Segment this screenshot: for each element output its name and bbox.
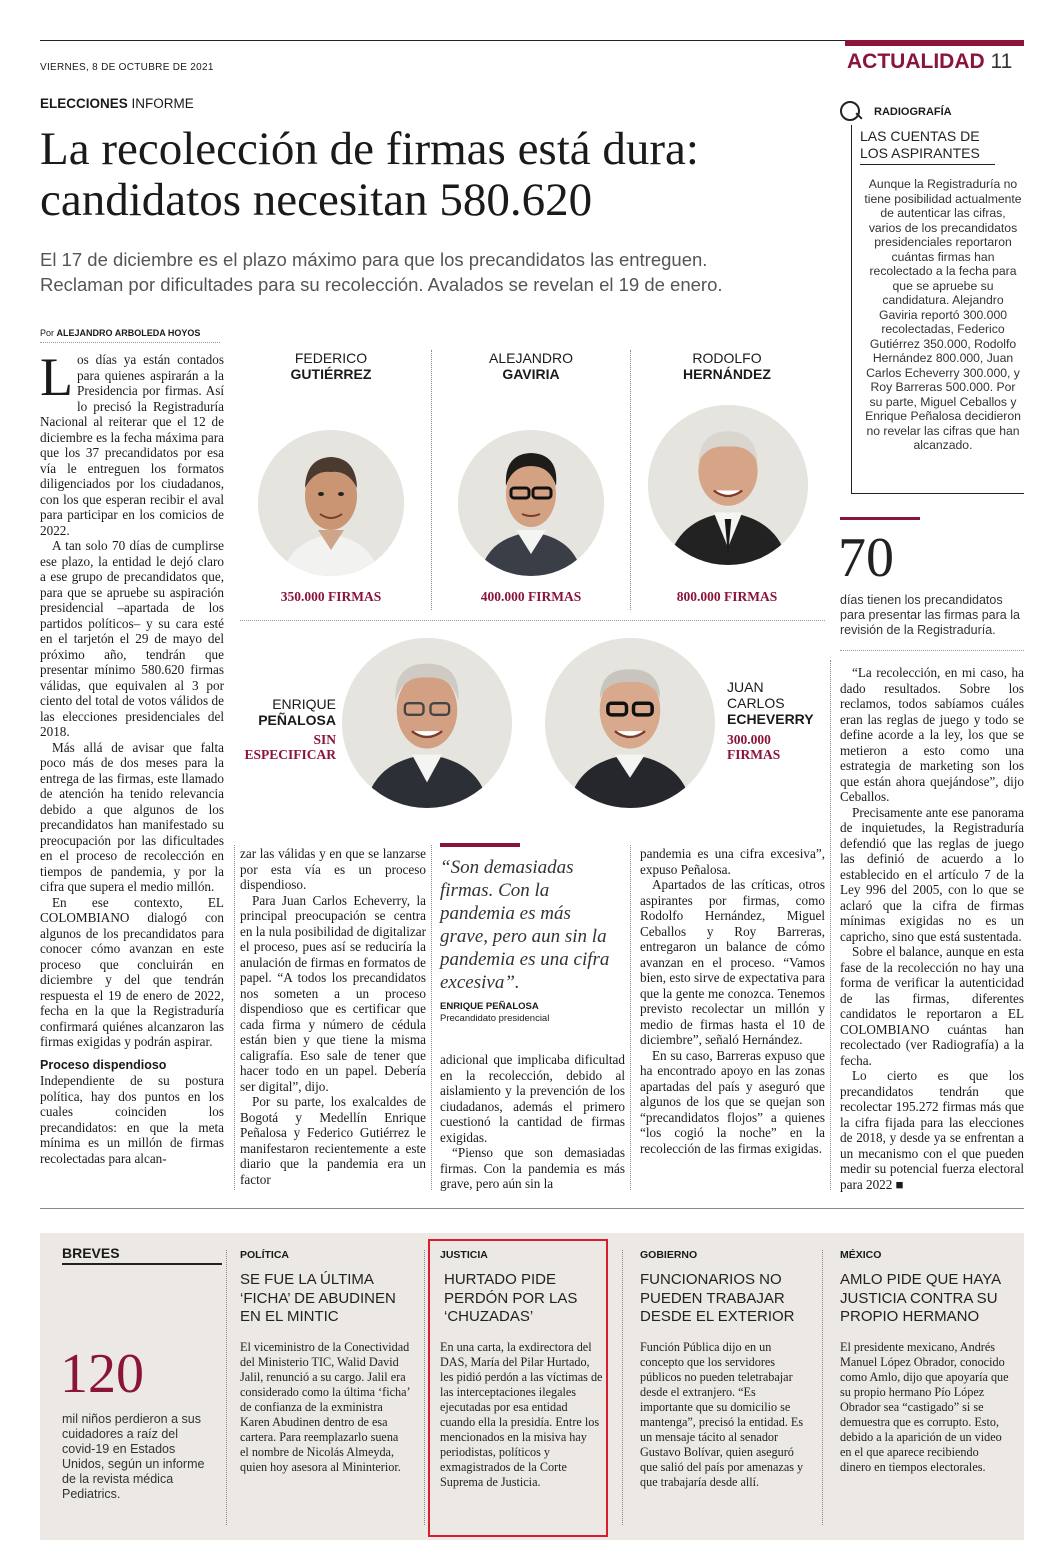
headline-line-2: candidatos necesitan 580.620: [40, 174, 593, 226]
paragraph: Más allá de avisar que falta poco más de dos meses para la entrega de las firmas, este llamado de atención ha tenido relevancia debido a que algunos de los precandidatos han manifestado su preocupación por las dificultades en el proceso de recolección en tiempos de pandemia, y por la cifra que supera el medio millón.: [40, 739, 224, 894]
breves-rule: [62, 1263, 222, 1265]
pull-quote: “Son demasiadas firmas. Con la pandemia es más grave, pero aun sin la pandemia es una cifra excesiva”.: [440, 857, 610, 993]
signatures-line-1: SIN: [313, 732, 336, 747]
candidate-photo: [458, 430, 604, 576]
quote-author: ENRIQUE PEÑALOSA: [440, 1001, 539, 1012]
brief-kicker: POLÍTICA: [240, 1249, 289, 1261]
candidate-signatures: [727, 732, 827, 762]
quote-bar: [440, 843, 520, 847]
paragraph: zar las válidas y en que se lanzarse por esta vía es un proceso dispendioso.: [240, 846, 426, 892]
candidate-photo: [258, 430, 404, 576]
candidate-name: [727, 679, 827, 727]
paragraph: adicional que implicaba dificultad en la recolección, debido al aislamiento y la prevención de los ciudadanos, además el primero cuestionó la cantidad de firmas exigidas.: [440, 1052, 625, 1145]
radiografia-label: RADIOGRAFÍA: [874, 106, 952, 118]
stat-bar: [840, 517, 920, 520]
paragraph: Precisamente ante ese panorama de inquietudes, la Registraduría defendió que las reglas de juego las definió de acuerdo a lo establecido en el artículo 7 de la Ley 996 del 2005, con lo que se aclaró que la cifra de firmas mínimas exigidas no es un capricho, sino que está sustentada.: [840, 804, 1024, 944]
headline-line-1: La recolección de firmas está dura:: [40, 123, 699, 175]
breves-number: 120: [60, 1343, 144, 1405]
candidate-name: [640, 350, 814, 382]
headline: [40, 124, 820, 226]
brief-body: El viceministro de la Conectividad del Ministerio TIC, Walid David Jalil, renunció a su cargo. Jalil era considerado como la última ‘ficha’ de confianza de la exministra Karen Abudinen dentro de esa cartera. Para reemplazarlo suena el nombre de Nicolás Almeyda, quien hoy asesora al Mininterior.: [240, 1340, 410, 1474]
brief-body: En una carta, la exdirectora del DAS, María del Pilar Hurtado, les pidió perdón a las víctimas de las interceptaciones ilegales ejecutadas por esa entidad cuando ella la presidía. Entre los mencionados en la misiva hay periodistas, políticos y exmagistrados de la Corte Suprema de Justicia.: [440, 1340, 603, 1489]
candidate-first-name: JUAN: [727, 679, 764, 695]
paragraph: Lo cierto es que los precandidatos tendrán que recolectar 195.272 firmas más que la cifra fijada para las elecciones de 2018, y desde ya se enfrentan a un mecanismo con el que pueden medir su potencial fuerza electoral para 2022 ■: [840, 1068, 1024, 1192]
portrait-icon: [648, 405, 808, 565]
candidate-first-name: ENRIQUE: [272, 696, 336, 712]
deck-line-2: Reclaman por dificultades para su recolección. Avalados se revelan el 19 de enero.: [40, 274, 723, 295]
divider: [240, 620, 825, 621]
breves-number-text: mil niños perdieron a sus cuidadores a raíz del covid-19 en Estados Unidos, según un informe de la revista médica Pediatrics.: [62, 1412, 205, 1501]
candidate-photo: [342, 638, 512, 808]
issue-date: VIERNES, 8 DE OCTUBRE DE 2021: [40, 62, 214, 73]
signatures-line-1: 300.000: [727, 732, 771, 747]
radiografia-title-line-1: LAS CUENTAS DE: [860, 128, 980, 144]
signatures-line-2: ESPECIFICAR: [244, 747, 336, 762]
candidate-signatures: 350.000 FIRMAS: [280, 589, 382, 604]
portrait-icon: [545, 638, 715, 808]
candidate-first-name: FEDERICO: [294, 350, 368, 366]
candidate-photo: [648, 405, 808, 565]
subhead: Proceso dispendioso: [40, 1057, 167, 1072]
candidate-last-name: ECHEVERRY: [727, 711, 814, 727]
candidate-last-name: GUTIÉRREZ: [290, 366, 372, 382]
article-column-2: [240, 846, 426, 1187]
portrait-icon: [258, 430, 404, 576]
divider: [622, 1250, 623, 1525]
brief-headline: SE FUE LA ÚLTIMA ‘FICHA’ DE ABUDINEN EN EL MINTIC: [240, 1271, 396, 1325]
divider: [234, 845, 235, 1190]
brief-body: Función Pública dijo en un concepto que los servidores públicos no pueden teletrabajar desde el extranjero. “Es importante que su domicilio se mantenga”, precisó la entidad. Es un mensaje tácito al senador Gustavo Bolívar, quien aseguró que salió del país por amenazas y que trabajaría desde allí.: [640, 1340, 804, 1489]
page-number: 11: [990, 50, 1013, 73]
deck-line-1: El 17 de diciembre es el plazo máximo para que los precandidatos las entreguen.: [40, 249, 708, 270]
candidate-signatures: 400.000 FIRMAS: [480, 589, 582, 604]
byline-author: ALEJANDRO ARBOLEDA HOYOS: [56, 328, 201, 338]
paragraph: pandemia es una cifra excesiva”, expuso Peñalosa.: [640, 846, 825, 877]
divider: [226, 1250, 227, 1525]
article-column-1: [40, 347, 224, 1166]
section-rule: [40, 1208, 1024, 1209]
divider: [431, 845, 432, 1190]
paragraph: Por su parte, los exalcaldes de Bogotá y Medellín Enrique Peñalosa y Federico Gutiérrez le manifestaron recientemente a este diario que la pandemia era un factor: [240, 1094, 426, 1187]
divider: [830, 660, 831, 1190]
candidate-photo: [545, 638, 715, 808]
radiografia-rule: [860, 164, 995, 165]
divider: [630, 350, 631, 610]
radiografia-title: [860, 128, 980, 162]
candidate-last-name: PEÑALOSA: [258, 712, 336, 728]
paragraph: “Pienso que son demasiadas firmas. Con la pandemia es más grave, pero aún sin la: [440, 1145, 625, 1191]
paragraph: En ese contexto, EL COLOMBIANO dialogó con algunos de los precandidatos para conocer cómo avanzan en este proceso que concluirán en diciembre y del que tendrán respuesta el 19 de enero de 2022, fecha en la que la Registraduría confirmará quiénes alcanzaron las firmas exigidas y podrán aspirar.: [40, 894, 224, 1049]
candidate-first-name: RODOLFO: [692, 350, 762, 366]
candidate-name: [244, 350, 418, 382]
highlight-box: [428, 1239, 608, 1537]
quote-role: Precandidato presidencial: [440, 1013, 550, 1024]
paragraph: [40, 347, 224, 538]
brief-headline: HURTADO PIDE PERDÓN POR LAS ‘CHUZADAS’: [444, 1271, 578, 1325]
article-column-3: [440, 1052, 625, 1192]
byline-prefix: Por: [40, 328, 55, 338]
radiografia-body: Aunque la Registraduría no tiene posibilidad actualmente de autenticar las cifras, varios de los precandidatos presidenciales reportaron cuántas firmas han recolectado a la fecha para que se apruebe su candidatura. Alejandro Gaviria reportó 300.000 recolectadas, Federico Gutiérrez 350.000, Rodolfo Hernández 800.000, Juan Carlos Echeverry 300.000, y Roy Barreras 500.000. Por su parte, Miguel Ceballos y Enrique Peñalosa decidieron no revelar las cifras que han alcanzado.: [864, 177, 1022, 452]
brief-kicker: JUSTICIA: [440, 1249, 488, 1261]
brief-headline: FUNCIONARIOS NO PUEDEN TRABAJAR DESDE EL EXTERIOR: [640, 1271, 795, 1325]
candidate-last-name: HERNÁNDEZ: [683, 366, 771, 382]
candidate-signatures: [240, 732, 336, 762]
drop-cap: L: [40, 347, 73, 407]
divider: [431, 350, 432, 610]
paragraph: Para Juan Carlos Echeverry, la principal preocupación se centra en la nula posibilidad de digitalizar el proceso, pues así se reduciría la anulación de firmas en formatos de papel. “A todos los precandidatos nos someten a un proceso dispendioso que es certificar que cada firma y número de cédula están bien y que tiene la misma caligrafía. Eso sale de tener que hacer todo en un papel. Debería ser digital”, dijo.: [240, 892, 426, 1094]
radiografia-title-line-2: LOS ASPIRANTES: [860, 145, 980, 161]
brief-headline: AMLO PIDE QUE HAYA JUSTICIA CONTRA SU PROPIO HERMANO: [840, 1271, 1001, 1325]
candidate-name: [444, 350, 618, 382]
candidate-signatures: 800.000 FIRMAS: [676, 589, 778, 604]
divider: [630, 845, 631, 1190]
paragraph: “La recolección, en mi caso, ha dado resultados. Sobre los reclamos, todos sabíamos cuáles eran las reglas de juego y todo se define acorde a la ley, los que se metieron a esto como una estrategia de marketing son los que están ahora quejándose”, dijo Ceballos.: [840, 665, 1024, 804]
kicker-bold: ELECCIONES: [40, 96, 128, 111]
brief-kicker: MÉXICO: [840, 1249, 882, 1261]
paragraph: En su caso, Barreras expuso que ha encontrado apoyo en las zonas apartadas del país y aseguró que algunos de los que se quejan son “precandidatos flojos” a quienes “los cogió la noche” en la recolección de las firmas exigidas.: [640, 1047, 825, 1156]
divider: [840, 650, 1024, 651]
paragraph: Apartados de las críticas, otros aspirantes por firmas, como Rodolfo Hernández, Miguel Ceballos y Roy Barreras, entregaron un balance de cómo avanzan en el proceso. “Vamos bien, esto sirve de expectativa para que la gente me conozca. Tenemos previsto recolectar un millón y medio de firmas hasta el 10 de diciembre”, señaló Hernández.: [640, 877, 825, 1047]
divider: [822, 1250, 823, 1525]
candidate-first-name: CARLOS: [727, 695, 785, 711]
paragraph: Independiente de su postura política, hay dos puntos en los cuales coinciden los precandidatos: en que la meta mínima es un millón de firmas recolectadas para alcan-: [40, 1073, 224, 1166]
section-title: [847, 50, 1012, 74]
paragraph: A tan solo 70 días de cumplirse ese plazo, la entidad le dejó claro a ese grupo de precandidatos que, para que se apruebe su aspiración presidencial –apartada de los partidos políticos– y su cara esté en el tarjetón el 29 de mayo del próximo año, tendrán que presentar mínimo 580.620 firmas válidas, que equivalen al 3 por ciento del total de votos válidos de las elecciones presidenciales del 2018.: [40, 538, 224, 739]
candidate-name: [240, 696, 336, 728]
portrait-icon: [342, 638, 512, 808]
stat-text: días tienen los precandidatos para presentar las firmas para la revisión de la Registraduría.: [840, 593, 1020, 637]
paragraph-text: os días ya están contados para quienes aspirarán a la Presidencia por firmas. Así lo precisó la Registraduría Nacional al reiterar que el 12 de diciembre es la fecha máxima para que los 37 precandidatos por esa vía le entreguen los formatos diligenciados por los ciudadanos, con los que esperan recibir el aval para participar en los comicios de 2022.: [40, 352, 224, 538]
candidate-last-name: GAVIRIA: [502, 366, 560, 382]
article-column-4: [640, 846, 825, 1156]
paragraph: Sobre el balance, aunque en esta fase de la recolección no hay una forma de verificar la autenticidad de las firmas, diferentes candidatos le reportaron a EL COLOMBIANO cuántas han recolectado (ver Radiografía) a la fecha.: [840, 944, 1024, 1068]
magnifier-icon: [840, 101, 860, 121]
article-column-5: [840, 665, 1024, 1192]
article-kicker: [40, 96, 194, 111]
divider: [424, 1250, 425, 1525]
byline-rule: [40, 342, 220, 343]
portrait-icon: [458, 430, 604, 576]
section-name: ACTUALIDAD: [847, 50, 985, 73]
section-bar: [845, 40, 1024, 46]
brief-body: El presidente mexicano, Andrés Manuel López Obrador, conocido como Amlo, dijo que apoyaría que su propio hermano Pío López Obrador sea “castigado” si se demuestra que es corrupto. Esto, debido a la aparición de un video en el que aparece recibiendo dinero en tiempos electorales.: [840, 1340, 1009, 1474]
deck: [40, 247, 810, 297]
kicker-rest: INFORME: [131, 96, 194, 111]
stat-number: 70: [838, 527, 894, 589]
byline: [40, 328, 200, 338]
candidate-first-name: ALEJANDRO: [488, 350, 574, 366]
signatures-line-2: FIRMAS: [727, 747, 781, 762]
brief-kicker: GOBIERNO: [640, 1249, 698, 1261]
breves-label: BREVES: [62, 1245, 120, 1261]
